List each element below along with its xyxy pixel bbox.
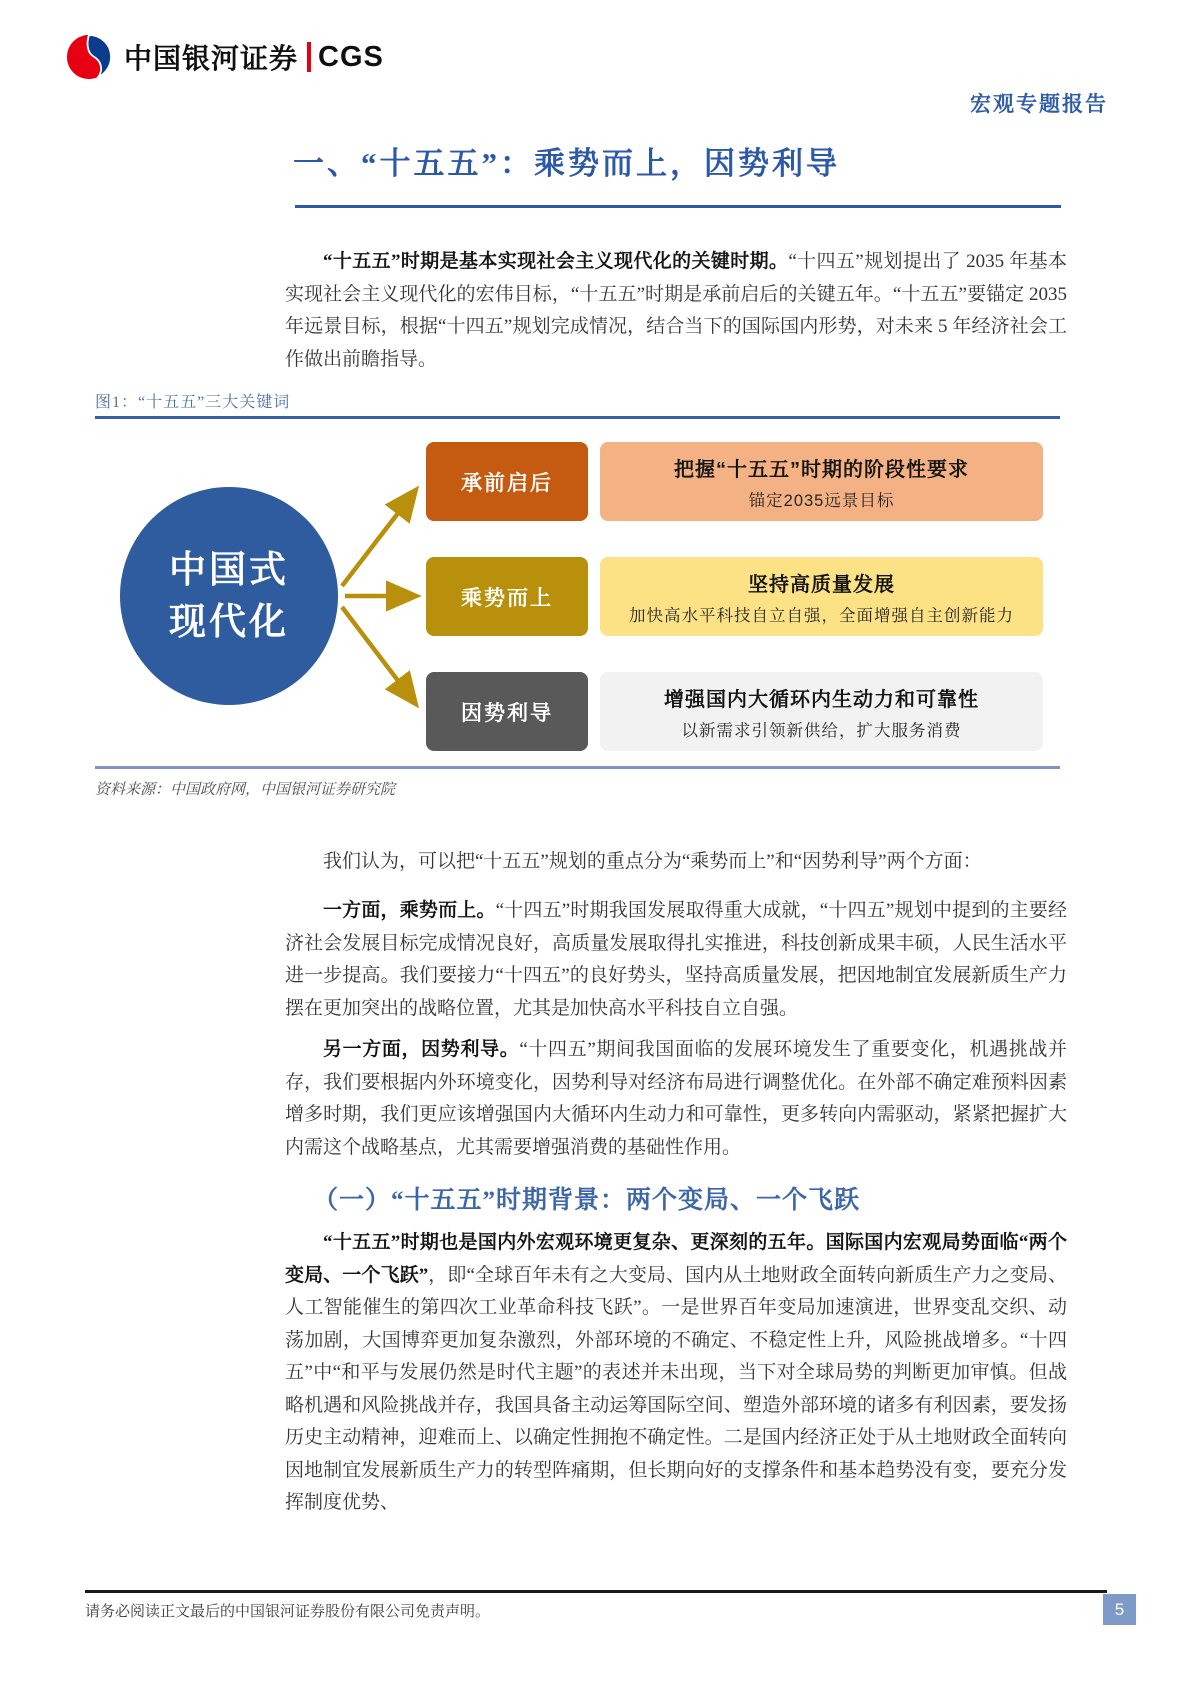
text-run: “十四五”期间我国面临的发展环境发生了重要变化，机遇挑战并存，我们要根据内外环境变化，因势利导对经济布局进行调整优化。在外部不确定难预料因素增多时期，我们更应该增强国内大循环内生动力和可靠性，更多转向内需驱动，紧紧把握扩大内需这个战略基点，尤其需要增强消费的基础性作用。	[285, 1039, 1067, 1158]
title-underline	[295, 205, 1061, 208]
figure-row	[95, 672, 1060, 751]
body-paragraph	[285, 246, 1067, 376]
panel-desc: 以新需求引领新供给，扩大服务消费	[681, 721, 962, 740]
galaxy-logo-icon	[66, 34, 112, 80]
keyword-box: 承前启后	[426, 442, 588, 521]
section-title: 一、“十五五”：乘势而上，因势利导	[293, 146, 840, 181]
body-paragraph	[285, 846, 1067, 879]
text-run: “十四五”规划提出了 2035 年基本实现社会主义现代化的宏伟目标，“十五五”时期是承前启后的关键五年。“十五五”要锚定 2035 年远景目标，根据“十四五”规划完成情况，结合当下的国际国内形势，对未来 5 年经济社会工作做出前瞻指导。	[285, 251, 1067, 370]
logo-text-cn: 中国银河证券	[124, 43, 299, 74]
body-paragraph	[285, 1034, 1067, 1164]
subsection-heading: （一）“十五五”时期背景：两个变局、一个飞跃	[313, 1187, 861, 1214]
text-run: ，即“全球百年未有之大变局、国内从土地财政全面转向新质生产力之变局、人工智能催生的第四次工业革命科技飞跃”。一是世界百年变局加速演进，世界变乱交织、动荡加剧，大国博弈更加复杂激烈，外部环境的不确定、不稳定性上升，风险挑战增多。“十四五”中“和平与发展仍然是时代主题”的表述并未出现，当下对全球局势的判断更加审慎。但战略机遇和风险挑战并存，我国具备主动运筹国际空间、塑造外部环境的诸多有利因素，要发扬历史主动精神，迎难而上、以确定性拥抱不确定性。二是国内经济正处于从土地财政全面转向因地制宜发展新质生产力的转型阵痛期，但长期向好的支撑条件和基本趋势没有变，要充分发挥制度优势、	[285, 1264, 1067, 1513]
panel-title: 增强国内大循环内生动力和可靠性	[664, 688, 979, 711]
logo-text-en: CGS	[318, 40, 384, 73]
figure-bottom-rule	[95, 766, 1060, 769]
body-paragraph	[285, 1227, 1067, 1520]
keyword-box: 因势利导	[426, 672, 588, 751]
text-run: “十四五”时期我国发展取得重大成就，“十四五”规划中提到的主要经济社会发展目标完成情况良好，高质量发展取得扎实推进，科技创新成果丰硕，人民生活水平进一步提高。我们要接力“十四五”的良好势头，坚持高质量发展，把因地制宜发展新质生产力摆在更加突出的战略位置，尤其是加快高水平科技自立自强。	[285, 900, 1067, 1019]
text-run: “十五五”时期是基本实现社会主义现代化的关键时期。	[323, 251, 789, 272]
circle-label-line2: 现代化	[169, 601, 289, 642]
text-run: 一方面，乘势而上。	[323, 900, 496, 921]
circle-label-line1: 中国式	[169, 549, 289, 590]
panel-desc: 加快高水平科技自立自强，全面增强自主创新能力	[629, 606, 1014, 625]
panel-desc: 锚定2035远景目标	[748, 491, 895, 510]
text-run: “十五五”时期也是国内外宏观环境更复杂、更深刻的五年。国际国内宏观局势面临“两个变局、一个飞跃”	[285, 1232, 1067, 1286]
footer-rule	[85, 1590, 1107, 1593]
page-number-badge: 5	[1103, 1594, 1136, 1625]
panel-title: 把握“十五五”时期的阶段性要求	[674, 458, 969, 481]
detail-panel	[600, 672, 1043, 751]
text-run: 另一方面，因势利导。	[323, 1039, 520, 1060]
figure-row	[95, 557, 1060, 636]
figure-diagram	[95, 419, 1060, 766]
detail-panel	[600, 557, 1043, 636]
keyword-box: 乘势而上	[426, 557, 588, 636]
figure-source-note: 资料来源：中国政府网，中国银河证券研究院	[95, 782, 396, 798]
figure-row	[95, 442, 1060, 521]
company-logo	[66, 34, 384, 80]
logo-divider	[307, 42, 311, 72]
text-run: 我们认为，可以把“十五五”规划的重点分为“乘势而上”和“因势利导”两个方面：	[323, 851, 982, 872]
report-type-label: 宏观专题报告	[970, 92, 1108, 116]
panel-title: 坚持高质量发展	[748, 573, 895, 596]
figure-caption: 图1：“十五五”三大关键词	[95, 394, 291, 411]
body-paragraph	[285, 895, 1067, 1025]
detail-panel	[600, 442, 1043, 521]
footer-disclaimer: 请务必阅读正文最后的中国银河证券股份有限公司免责声明。	[85, 1603, 491, 1620]
